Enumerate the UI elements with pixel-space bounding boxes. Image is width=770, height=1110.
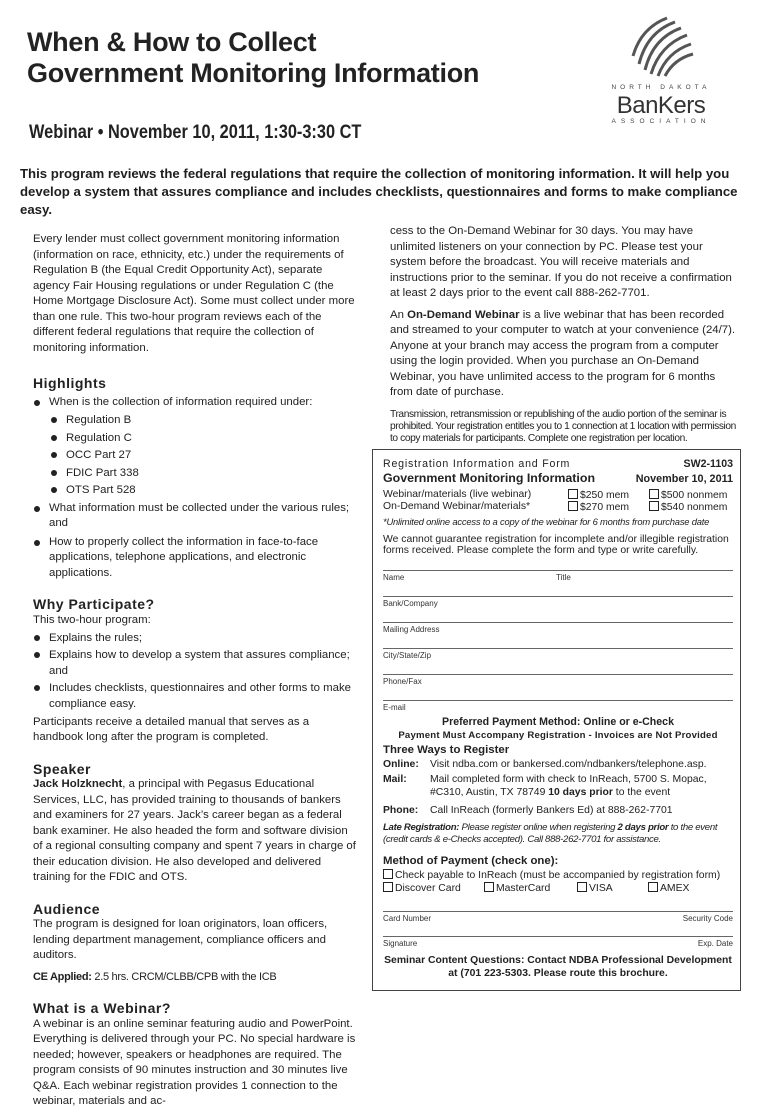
- mastercard-option[interactable]: [484, 882, 550, 894]
- check-text: Check payable to InReach (must be accompanied by registration form): [395, 870, 721, 881]
- late-bold-2: 2 days prior: [617, 822, 669, 833]
- nonmember-price-option[interactable]: [649, 501, 727, 513]
- payment-accompany: Payment Must Accompany Registration - Invoices are Not Provided: [398, 730, 718, 741]
- right-column: [390, 224, 740, 445]
- why-outro: Participants receive a detailed manual that serves as a handbook long after the program is completed.: [33, 715, 310, 744]
- security-code-field[interactable]: Security Code: [682, 914, 733, 923]
- visa-label: VISA: [589, 883, 613, 894]
- what-is-webinar-heading: What is a Webinar?: [33, 1000, 171, 1017]
- checkbox[interactable]: [383, 882, 393, 892]
- checkbox[interactable]: [383, 869, 393, 879]
- guarantee-note: We cannot guarantee registration for incomplete and/or illegible registration forms received. Please complete the form and type or write carefully.: [383, 534, 729, 556]
- program-code: SW2-1103: [683, 458, 733, 470]
- card-number-field[interactable]: Card Number: [383, 914, 432, 923]
- list-item: Includes checklists, questionnaires and other forms to make compliance easy.: [33, 680, 358, 713]
- speaker-heading: Speaker: [33, 760, 91, 777]
- phone-fax-field[interactable]: Phone/Fax: [383, 677, 422, 686]
- ce-label: CE Applied:: [33, 970, 92, 983]
- list-item: Explains the rules;: [33, 630, 358, 647]
- mail-label: Mail:: [383, 774, 407, 785]
- intro-paragraph: Every lender must collect government monitoring information (information on race, ethnicity, etc.) under the requirements of Regulation B (the Equal Credit Opportunity Act), separate agency Fair Housing regulations or under Regulation C (the Home Mortgage Disclosure Act). Some must collect under more than one rule. This two-hour program reviews each of the different federal regulations that require the collection of monitoring information.: [33, 233, 355, 354]
- amex-label: AMEX: [660, 883, 690, 894]
- phone-text: Call InReach (formerly Bankers Ed) at 888-262-7701: [430, 805, 673, 816]
- continued-paragraph: cess to the On-Demand Webinar for 30 days. You may have unlimited listeners on your connection by PC. Please test your system before the broadcast. You will receive materials and instructions prior to the seminar. If you do not receive a confirmation at least 2 days prior to the event call 888-262-7701.: [390, 225, 732, 299]
- reg-label: Registration Information and Form: [383, 458, 571, 470]
- register-phone: [383, 804, 733, 817]
- discover-label: Discover Card: [395, 883, 461, 894]
- highlights-heading: Highlights: [33, 375, 107, 391]
- highlights-list-2: [33, 501, 358, 582]
- mail-details: [430, 773, 735, 799]
- checkbox[interactable]: [649, 489, 659, 499]
- speaker-name: Jack Holzknecht: [33, 778, 123, 791]
- list-item: How to properly collect the information in face-to-face applications, telephone applications, and electronic applications.: [33, 535, 358, 582]
- exp-date-field[interactable]: Exp. Date: [697, 939, 733, 948]
- unlimited-note: *Unlimited online access to a copy of the webinar for 6 months from purchase date: [383, 516, 710, 527]
- nonmember-price-option[interactable]: [649, 489, 727, 501]
- list-item: OCC Part 27: [33, 447, 358, 465]
- page-title: [27, 27, 479, 89]
- on-demand-bold: On-Demand Webinar: [407, 308, 520, 321]
- audience-text: The program is designed for loan originators, loan officers, lending department management, compliance officers and auditors.: [33, 918, 328, 962]
- discover-option[interactable]: [383, 883, 461, 894]
- regulations-list: [33, 412, 358, 500]
- three-ways-heading: Three Ways to Register: [383, 744, 510, 756]
- member-price-option[interactable]: [568, 501, 629, 513]
- mastercard-label: MasterCard: [496, 883, 551, 894]
- checkbox[interactable]: [484, 882, 494, 892]
- list-item: OTS Part 528: [33, 482, 358, 500]
- register-online: [383, 758, 733, 771]
- signature-field[interactable]: Signature: [383, 939, 418, 948]
- late-bold: Late Registration:: [383, 822, 460, 833]
- checkbox[interactable]: [577, 882, 587, 892]
- checkbox[interactable]: [648, 882, 658, 892]
- mail-text: Mail completed form with check to InReach, 5700 S. Mopac, #C310, Austin, TX 78749: [430, 774, 707, 798]
- ce-applied: [33, 970, 358, 986]
- swirl-logo-icon: [627, 14, 697, 80]
- register-mail: [383, 773, 733, 798]
- price-row-1: [383, 489, 733, 500]
- speaker-text: , a principal with Pegasus Educational Services, LLC, has provided training to thousands of bankers and examiners for 27 years. Jack’s career began as a federal bank examiner. He also headed the form and software division of a regional consulting company and spent 7 years in charge of their education division. He also developed and delivered training for the FDIC and OTS.: [33, 778, 356, 884]
- on-demand-prefix: An: [390, 308, 408, 321]
- list-item: When is the collection of information required under:: [33, 395, 358, 411]
- logo-line-1: NORTH DAKOTA: [611, 84, 711, 91]
- program-date: November 10, 2011: [635, 473, 733, 485]
- late-registration: [383, 822, 733, 846]
- visa-option[interactable]: [577, 882, 613, 894]
- list-item: What information must be collected under the various rules; and: [33, 501, 358, 532]
- on-demand-paragraph: [390, 308, 740, 401]
- transmission-notice: Transmission, retransmission or republishing of the audio portion of the seminar is prohibited. Your registration entitles you to 1 connection at 1 location with permission to copy materials for participants. Complete one registration per location.: [390, 408, 736, 444]
- check-option[interactable]: [383, 869, 733, 881]
- nonmember-price: $540 nonmem: [661, 502, 728, 513]
- nonmember-price: $500 nonmem: [661, 490, 728, 501]
- title-line-2: Government Monitoring Information: [27, 58, 480, 88]
- phone-label: Phone:: [383, 805, 419, 816]
- contact-footer: Seminar Content Questions: Contact NDBA Professional Development at (701 223-5303. Please route this brochure.: [384, 955, 732, 979]
- email-field[interactable]: E-mail: [383, 703, 406, 712]
- on-demand-text: is a live webinar that has been recorded and streamed to your computer to watch at your convenience (24/7). Anyone at your branch may access the program from a computer using the login provided. When you purchase an On-Demand Webinar, you have unlimited access to the program for 6 months from date of purchase.: [390, 308, 736, 398]
- list-item: Regulation C: [33, 430, 358, 448]
- title-line-1: When & How to Collect: [27, 27, 317, 57]
- online-label: Online:: [383, 759, 419, 770]
- mail-bold: 10 days prior: [548, 787, 613, 798]
- registration-form: [372, 449, 741, 991]
- card-options: [383, 882, 733, 894]
- list-item: Regulation B: [33, 412, 358, 430]
- checkbox[interactable]: [568, 489, 578, 499]
- bank-field[interactable]: Bank/Company: [383, 599, 438, 608]
- webinar-date-line: Webinar • November 10, 2011, 1:30-3:30 CT: [29, 122, 362, 143]
- checkbox[interactable]: [649, 501, 659, 511]
- checkbox[interactable]: [568, 501, 578, 511]
- member-price: $270 mem: [580, 502, 630, 513]
- left-column: [33, 232, 358, 1110]
- why-intro: This two-hour program:: [33, 613, 151, 626]
- why-participate-heading: Why Participate?: [33, 596, 155, 613]
- member-price-option[interactable]: [568, 489, 629, 501]
- preferred-payment: Preferred Payment Method: Online or e-Check: [442, 716, 674, 728]
- mailing-address-field[interactable]: Mailing Address: [383, 625, 440, 634]
- name-field[interactable]: Name: [383, 573, 405, 582]
- late-text: Please register online when registering: [459, 822, 618, 833]
- member-price: $250 mem: [580, 490, 630, 501]
- price-row-2: [383, 501, 733, 512]
- logo-line-2: BanKers: [616, 92, 706, 119]
- amex-option[interactable]: [648, 882, 689, 894]
- why-list: [33, 630, 358, 713]
- webinar-text: A webinar is an online seminar featuring audio and PowerPoint. Everything is delivered through your PC. No special hardware is needed; however, speakers or headphones are required. The program consists of 90 minutes instruction and 30 minutes live Q&A. Each webinar registration provides 1 connection to the webinar, materials and ac-: [33, 1017, 356, 1108]
- online-text: Visit ndba.com or bankersed.com/ndbankers/telephone.asp.: [430, 759, 707, 770]
- mail-tail: to the event: [612, 787, 671, 798]
- price-label: Webinar/materials (live webinar): [383, 489, 532, 500]
- ce-text: 2.5 hrs. CRCM/CLBB/CPB with the ICB: [91, 970, 277, 983]
- speaker-bio: [33, 777, 358, 886]
- late-tail: to the event (credit cards & e-Checks accepted). Call 888-262-7701 for assistance.: [383, 822, 718, 845]
- city-state-zip-field[interactable]: City/State/Zip: [383, 651, 432, 660]
- program-title: Government Monitoring Information: [383, 471, 596, 485]
- ndba-logo: [597, 14, 725, 125]
- price-label: On-Demand Webinar/materials*: [383, 501, 531, 512]
- logo-line-3: ASSOCIATION: [611, 118, 711, 125]
- audience-heading: Audience: [33, 900, 101, 917]
- title-field[interactable]: Title: [556, 573, 571, 582]
- intro-text: This program reviews the federal regulations that require the collection of monitoring information. It will help you develop a system that assures compliance and includes checklists, questionnaires and forms to make compliance easy.: [20, 166, 738, 217]
- list-item: Explains how to develop a system that assures compliance; and: [33, 647, 358, 680]
- method-heading: Method of Payment (check one):: [383, 855, 559, 867]
- highlights-list: [33, 395, 358, 411]
- list-item: FDIC Part 338: [33, 465, 358, 483]
